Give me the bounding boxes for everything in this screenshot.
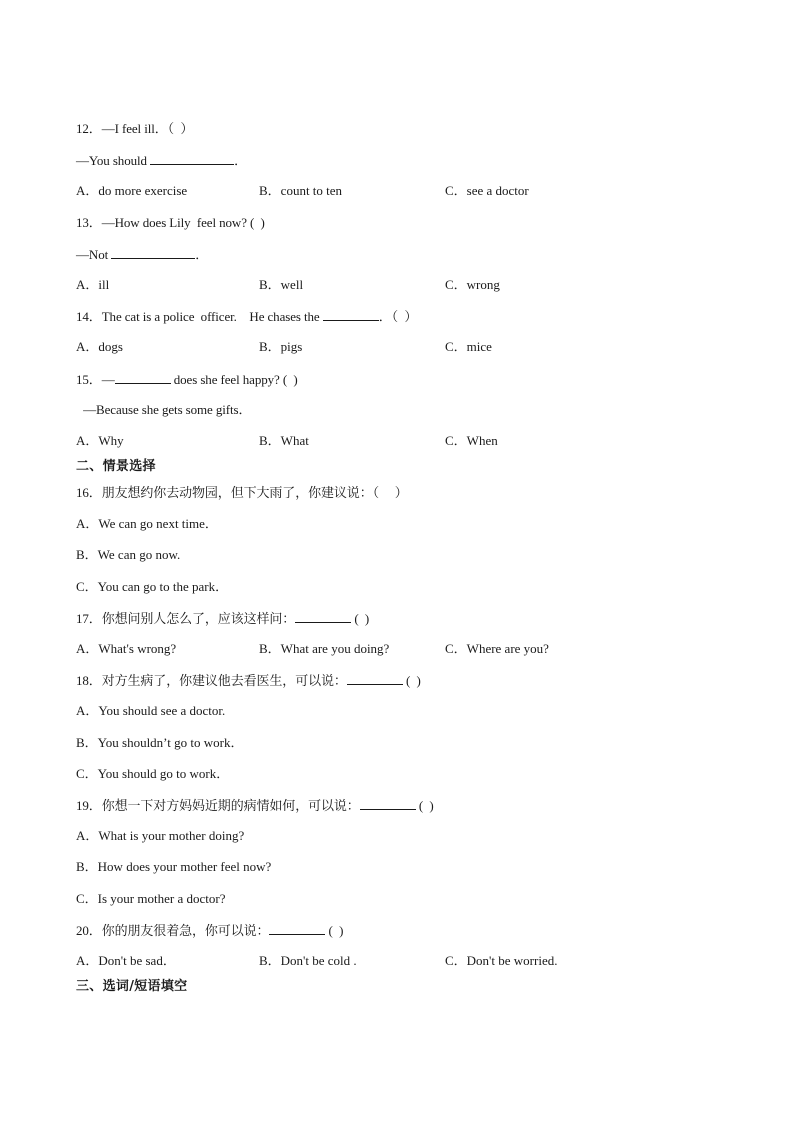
q18-option-c[interactable]: C．You should go to work． <box>76 766 230 781</box>
q18-blank[interactable] <box>347 672 403 685</box>
q14-stem: 14．The cat is a police officer. He chases the ．（ ） <box>76 309 418 324</box>
q18-option-b[interactable]: B．You shouldn’t go to work． <box>76 735 244 750</box>
q15-option-a[interactable]: A．Why <box>76 433 124 448</box>
q13-stem: 13．—How does Lily feel now? ( ) <box>76 215 265 230</box>
q18-option-a[interactable]: A．You should see a doctor. <box>76 703 226 718</box>
q14-option-b[interactable]: B．pigs <box>259 339 303 354</box>
q20-option-b[interactable]: B．Don't be cold . <box>259 953 357 968</box>
q17-blank[interactable] <box>295 610 351 623</box>
q20-option-c[interactable]: C．Don't be worried. <box>445 953 558 968</box>
q17-option-a[interactable]: A．What's wrong? <box>76 641 177 656</box>
q18-stem: 18．对方生病了，你建议他去看医生，可以说： ( ) <box>76 673 421 688</box>
q13-option-b[interactable]: B．well <box>259 277 304 292</box>
q15-option-c[interactable]: C．When <box>445 433 498 448</box>
q19-option-a[interactable]: A．What is your mother doing? <box>76 828 245 843</box>
q16-stem: 16．朋友想约你去动物园，但下大雨了，你建议说：（ ） <box>76 485 408 500</box>
q14-blank[interactable] <box>323 308 379 321</box>
q19-option-c[interactable]: C．Is your mother a doctor? <box>76 891 226 906</box>
q17-option-b[interactable]: B．What are you doing? <box>259 641 390 656</box>
q16-option-c[interactable]: C．You can go to the park． <box>76 579 229 594</box>
q20-stem: 20．你的朋友很着急，你可以说： ( ) <box>76 923 344 938</box>
q20-blank[interactable] <box>269 922 325 935</box>
section-2-heading: 二、情景选择 <box>76 459 156 474</box>
q12-blank[interactable] <box>150 152 234 165</box>
q12-stem: 12．—I feel ill．（ ） <box>76 121 194 136</box>
q15-response: —Because she gets some gifts． <box>80 402 252 417</box>
q19-option-b[interactable]: B．How does your mother feel now? <box>76 859 272 874</box>
q13-answer-line: —Not ． <box>76 247 209 262</box>
q12-option-b[interactable]: B．count to ten <box>259 183 343 198</box>
q12-answer-line: —You should ． <box>76 153 247 168</box>
q12-option-c[interactable]: C．see a doctor <box>445 183 529 198</box>
q16-option-b[interactable]: B．We can go now. <box>76 547 181 562</box>
q15-stem: 15．— does she feel happy? ( ) <box>76 372 298 387</box>
q19-blank[interactable] <box>360 797 416 810</box>
q17-stem: 17．你想问别人怎么了，应该这样问： ( ) <box>76 611 370 626</box>
q19-stem: 19．你想一下对方妈妈近期的病情如何，可以说： ( ) <box>76 798 434 813</box>
q14-option-c[interactable]: C．mice <box>445 339 492 354</box>
q16-option-a[interactable]: A．We can go next time． <box>76 516 218 531</box>
q14-option-a[interactable]: A．dogs <box>76 339 123 354</box>
q17-option-c[interactable]: C．Where are you? <box>445 641 549 656</box>
q15-option-b[interactable]: B．What <box>259 433 309 448</box>
q13-option-c[interactable]: C．wrong <box>445 277 500 292</box>
q13-option-a[interactable]: A．ill <box>76 277 110 292</box>
q13-blank[interactable] <box>111 246 195 259</box>
q15-blank[interactable] <box>115 371 171 384</box>
q12-option-a[interactable]: A．do more exercise <box>76 183 188 198</box>
q20-option-a[interactable]: A．Don't be sad． <box>76 953 176 968</box>
section-3-heading: 三、选词/短语填空 <box>76 979 188 994</box>
